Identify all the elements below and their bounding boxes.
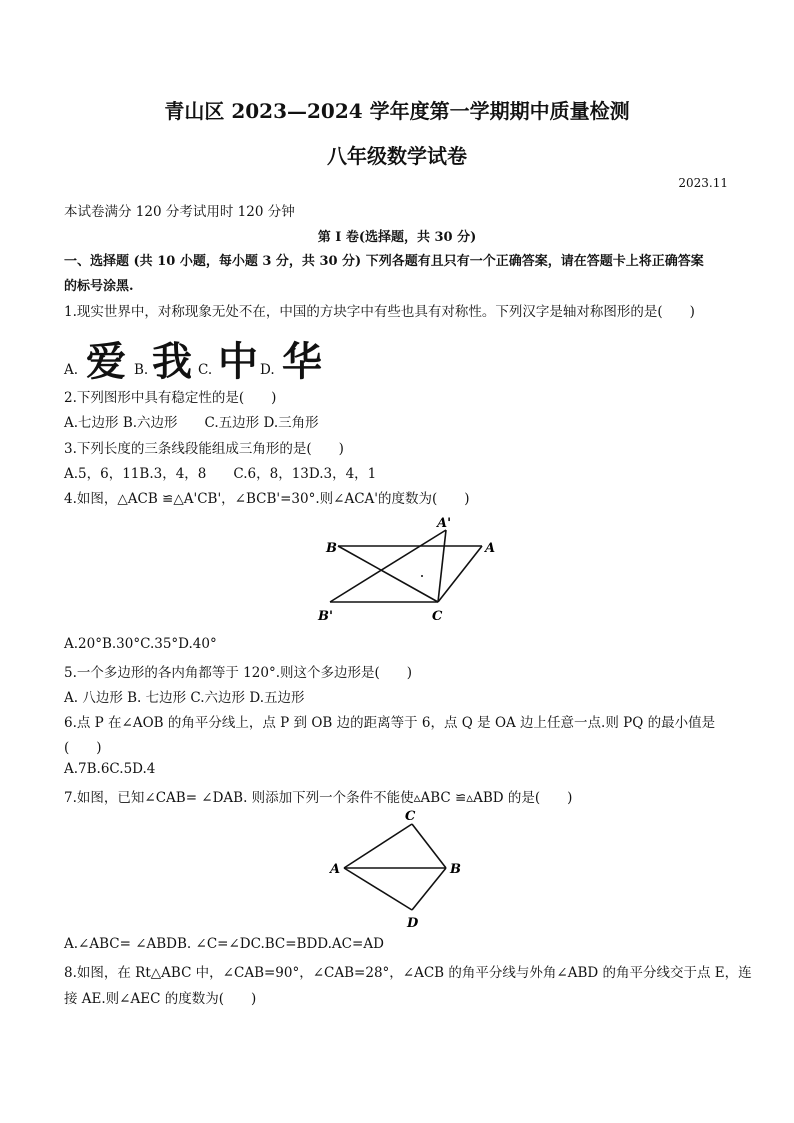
question-6-stem-cont: ( ) [64, 740, 102, 756]
exam-intro: 本试卷满分 120 分考试用时 120 分钟 [64, 204, 295, 220]
question-4-stem: 4.如图，△ACB ≌△A'CB'，∠BCB'=30°.则∠ACA'的度数为( ) [64, 491, 470, 507]
exam-date: 2023.11 [678, 176, 728, 190]
option-c-label: C. [198, 362, 213, 378]
option-d-character: 华 [282, 339, 322, 385]
exam-subtitle: 八年级数学试卷 [327, 144, 467, 168]
exam-title: 青山区 2023—2024 学年度第一学期期中质量检测 [164, 99, 630, 123]
option-b-character: 我 [152, 339, 192, 385]
question-3-options: A.5，6，11B.3，4，8 C.6，8，13D.3，4，1 [64, 466, 377, 482]
option-c-character: 中 [218, 339, 258, 385]
label-c: C [405, 809, 416, 824]
question-2-stem: 2.下列图形中具有稳定性的是( ) [64, 390, 277, 406]
question-6-stem: 6.点 P 在∠AOB 的角平分线上，点 P 到 OB 边的距离等于 6，点 Q 是 OA 边上任意一点.则 PQ 的最小值是 [64, 715, 716, 731]
section-instruction-cont: 的标号涂黑. [64, 279, 134, 294]
question-8-stem: 8.如图，在 Rt△ABC 中，∠CAB=90°，∠CAB=28°，∠ACB 的角平分线与外角∠ABD 的角平分线交于点 E，连 [64, 965, 752, 981]
option-a-character: 爱 [86, 339, 126, 385]
question-2-options: A.七边形 B.六边形 C.五边形 D.三角形 [64, 415, 319, 431]
question-3-stem: 3.下列长度的三条线段能组成三角形的是( ) [64, 441, 344, 457]
question-5-options: A. 八边形 B. 七边形 C.六边形 D.五边形 [64, 690, 305, 706]
option-d-label: D. [260, 362, 275, 378]
label-b-prime: B' [318, 609, 333, 624]
question-8-stem-cont: 接 AE.则∠AEC 的度数为( ) [64, 991, 257, 1007]
option-a-label: A. [64, 362, 79, 378]
question-1-options [64, 330, 364, 385]
question-7-stem: 7.如图，已知∠CAB= ∠DAB. 则添加下列一个条件不能使▵ABC ≌▵ABD 的是( ) [64, 790, 573, 806]
question-1-stem: 1.现实世界中，对称现象无处不在，中国的方块字中有些也具有对称性。下列汉字是轴对称图形的是( ) [64, 304, 695, 320]
question-6-options: A.7B.6C.5D.4 [64, 761, 156, 777]
question-4-figure [310, 510, 510, 630]
label-a: A [485, 541, 496, 556]
option-b-label: B. [134, 362, 149, 378]
question-4-options: A.20°B.30°C.35°D.40° [64, 636, 217, 652]
label-d: D [407, 916, 419, 931]
question-7-figure [326, 806, 466, 932]
section-instruction: 一、选择题 (共 10 小题，每小题 3 分，共 30 分) 下列各题有且只有一个正确答案，请在答题卡上将正确答案 [64, 254, 704, 269]
label-a: A [330, 862, 341, 877]
question-5-stem: 5.一个多边形的各内角都等于 120°.则这个多边形是( ) [64, 665, 413, 681]
question-7-options: A.∠ABC= ∠ABDB. ∠C=∠DC.BC=BDD.AC=AD [64, 936, 384, 952]
label-b: B [450, 862, 461, 877]
label-b: B [326, 541, 337, 556]
section-heading: 第 Ⅰ 卷(选择题，共 30 分) [317, 230, 477, 245]
label-c: C [432, 609, 443, 624]
label-a-prime: A' [437, 516, 452, 531]
